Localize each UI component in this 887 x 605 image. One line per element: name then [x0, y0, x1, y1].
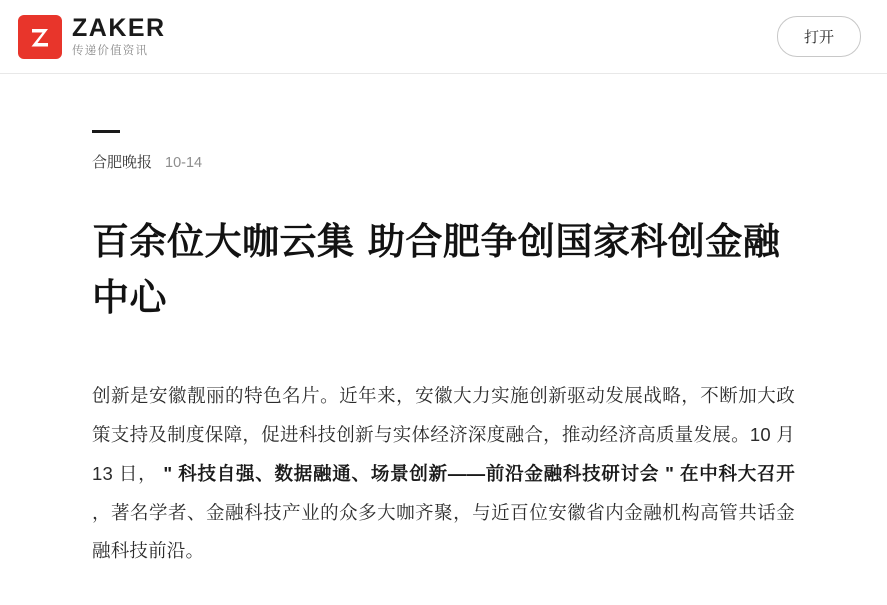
paragraph-bold-1: 科技自强、数据融通、场景创新——前沿金融科技研讨会 [178, 462, 660, 484]
site-header [0, 0, 887, 74]
zaker-z-logo-icon [18, 15, 62, 59]
article-container [0, 130, 887, 571]
paragraph-quote-close: " [665, 462, 680, 484]
open-app-button[interactable]: 打开 [777, 16, 861, 57]
paragraph-part-1: 创新是安徽靓丽的特色名片。近年来，安徽大力实施创新驱动发展战略，不断加大政策支持及制度保障，促进科技创新与实体经济深度融合，推动经济高质量发展。10 月 13 日， [92, 385, 795, 484]
article-meta [92, 151, 795, 172]
brand-text [72, 13, 166, 58]
page-title: 百余位大咖云集 助合肥争创国家科创金融中心 [92, 219, 781, 319]
article-date: 10-14 [165, 155, 203, 171]
paragraph-quote-open: " [163, 462, 179, 484]
article-paragraph [92, 377, 795, 571]
paragraph-bold-2: 在中科大召开 [679, 462, 795, 484]
brand-name: ZAKER [72, 13, 166, 42]
brand-tagline: 传递价值资讯 [72, 44, 149, 57]
brand-logo[interactable] [18, 15, 166, 59]
article-source[interactable]: 合肥晚报 [92, 154, 153, 171]
divider-rule [92, 130, 120, 133]
paragraph-part-2: ，著名学者、金融科技产业的众多大咖齐聚，与近百位安徽省内金融机构高管共话金融科技前沿。 [92, 501, 795, 562]
